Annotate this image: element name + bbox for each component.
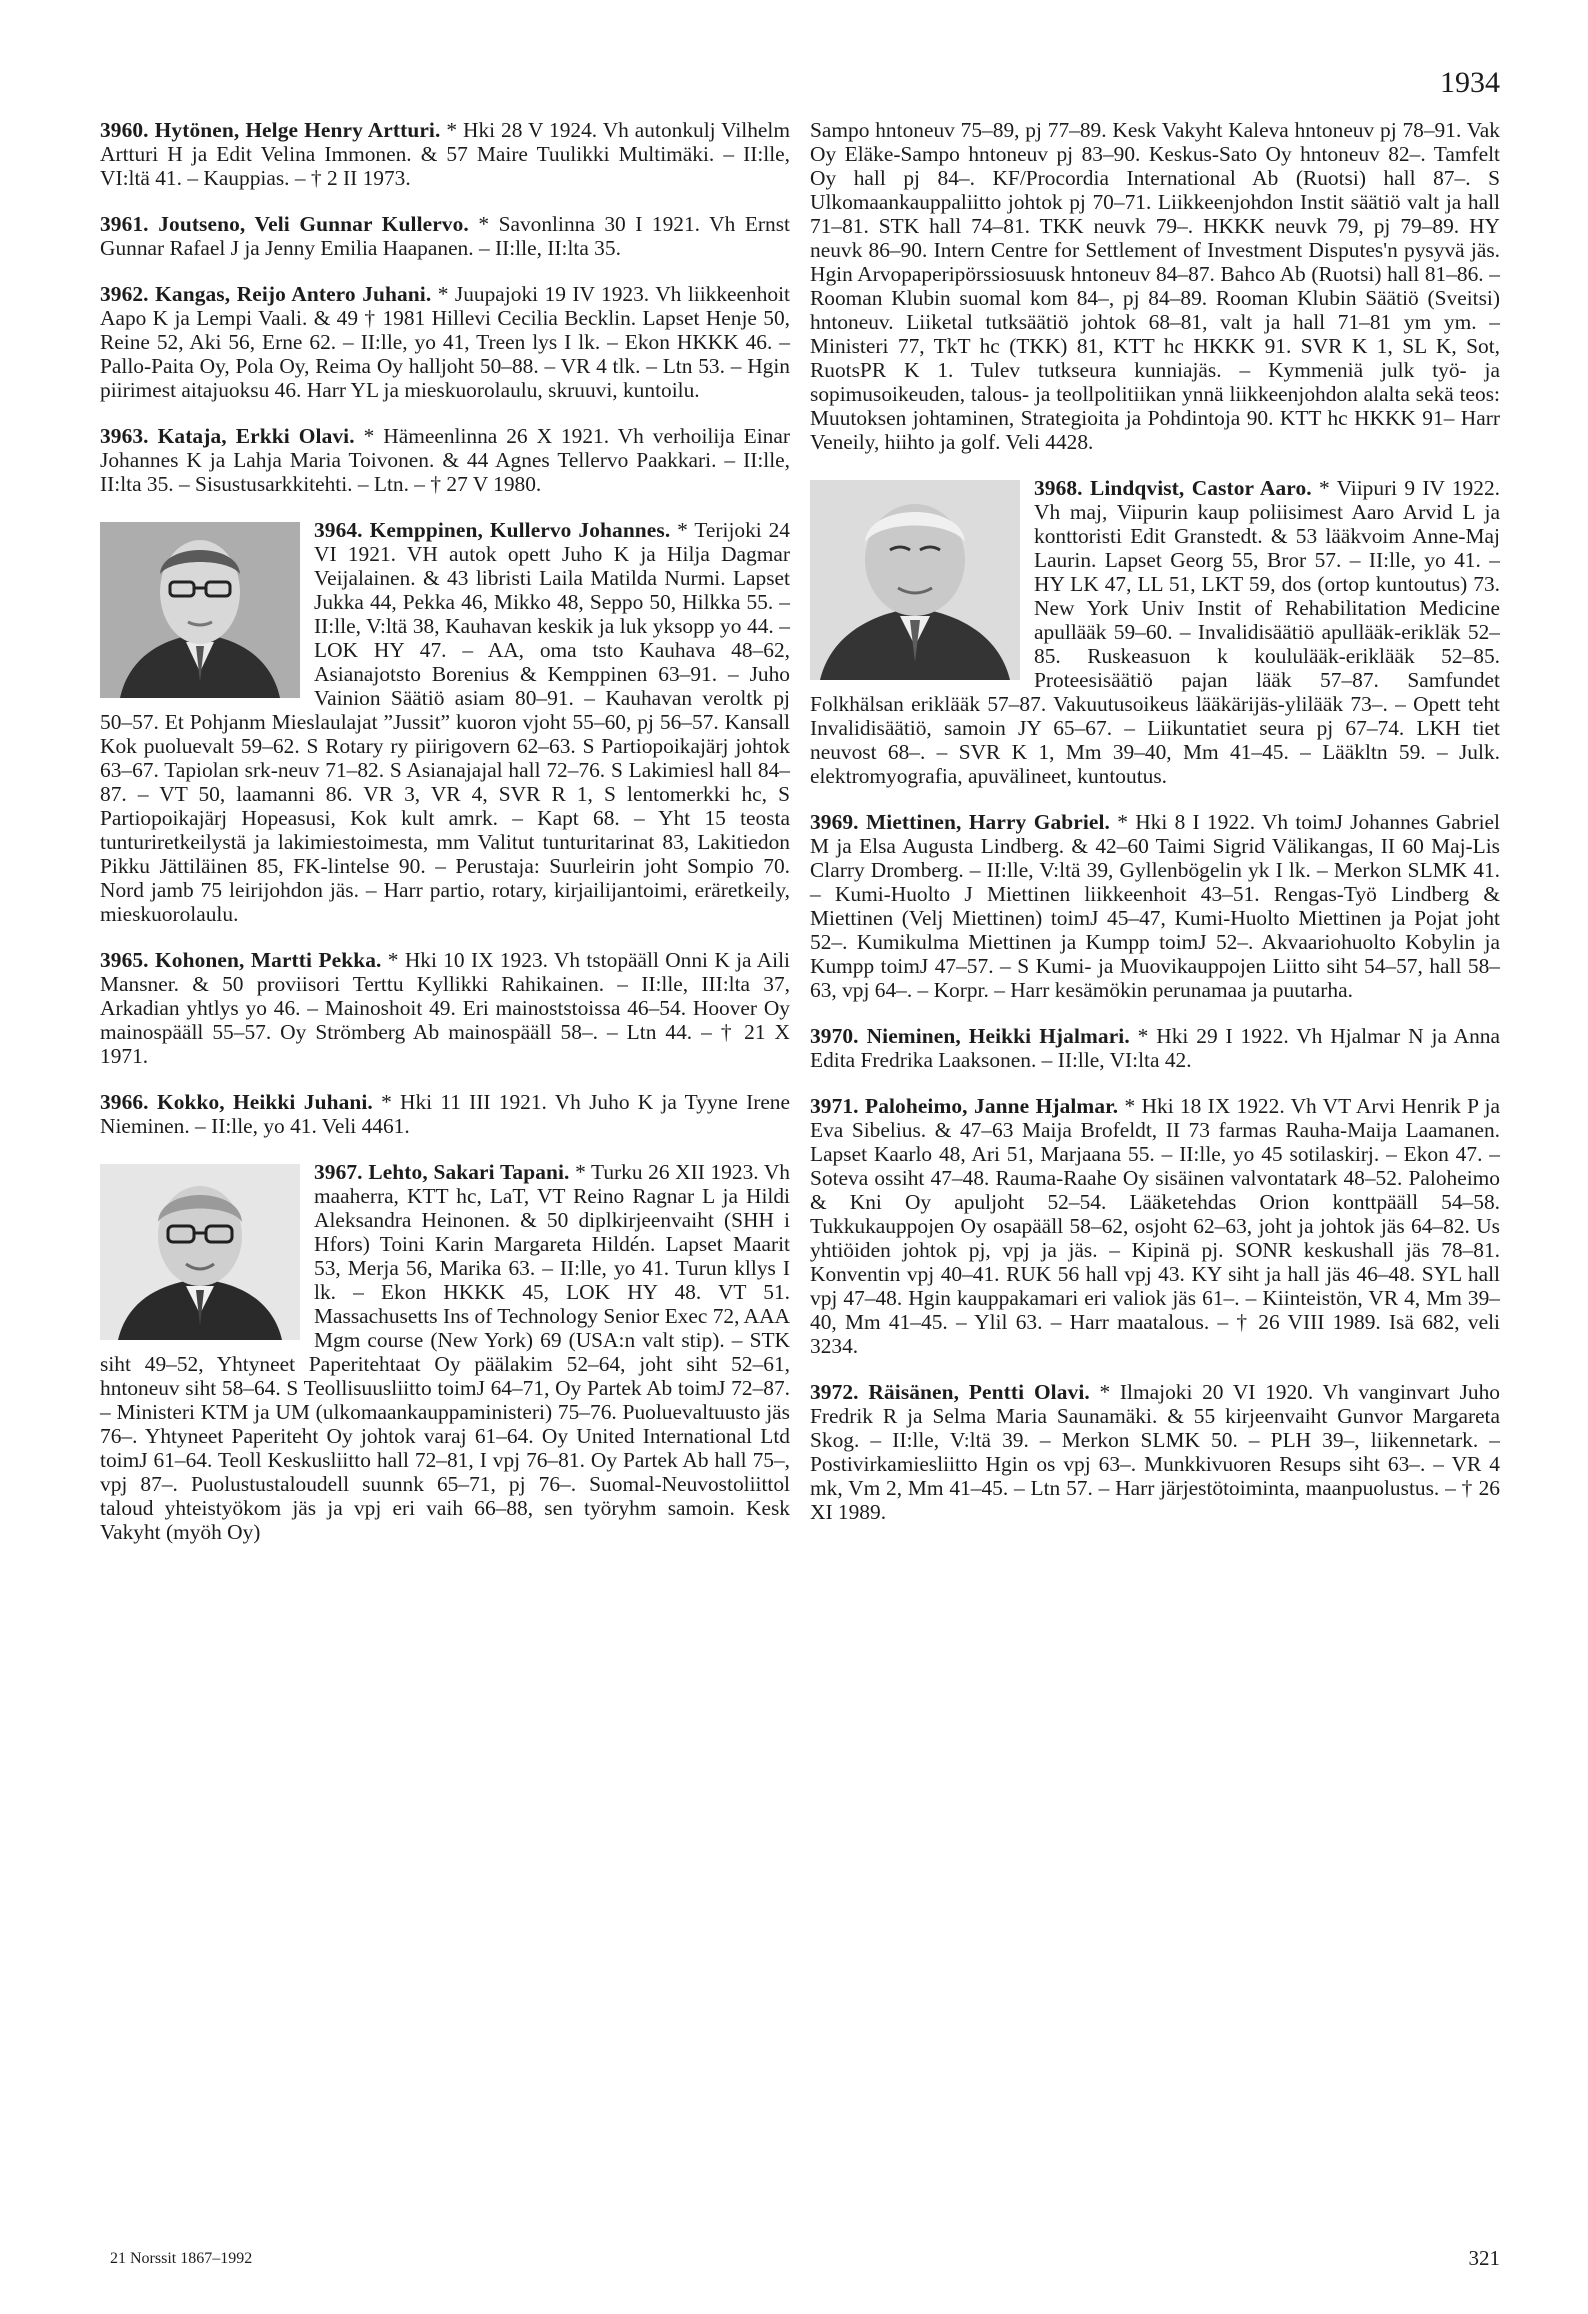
entry-3969 <box>810 810 1500 1002</box>
entry-3962 <box>100 282 790 402</box>
entry-heading: 3961. Joutseno, Veli Gunnar Kullervo. <box>100 212 469 236</box>
entry-text: * Juupajoki 19 IV 1923. Vh liikkeenhoit Aapo K ja Lempi Vaali. & 49 † 1981 Hillevi Cecilia Becklin. Lapset Henje 50, Reine 52, Aki 56, Erne 62. – II:lle, yo 41, Treen lys I lk. – Ekon HKKK 46. – Pallo-Paita Oy, Pola Oy, Reima Oy halljoht 50–88. – VR 4 tlk. – Ltn 53. – Hgin piirimest aitajuoksu 46. Harr YL ja mieskuorolaulu, skruuvi, kuntoilu. <box>100 282 790 402</box>
entry-text: * Turku 26 XII 1923. Vh maaherra, KTT hc, LaT, VT Reino Ragnar L ja Hildi Aleksandra Heinonen. & 50 diplkirjeenvaiht (SHH i Hfors) Toini Karin Margareta Hildén. Lapset Maarit 53, Merja 56, Marika 63. – II:lle, yo 41. Turun kllys I lk. – Ekon HKKK 45, LOK HY 48. VT 51. Massachusetts Ins of Technology Senior Exec 72, AAA Mgm course (New York) 69 (USA:n valt stip). – STK siht 49–52, Yhtyneet Paperitehtaat Oy päälakim 52–64, joht siht 52–61, hntoneuv siht 58–64. S Teollisuusliitto toimJ 64–71, Oy Partek Ab toimJ 72–87. – Ministeri KTM ja UM (ulkomaankauppaministeri) 75–76. Puoluevaltuusto jäs 76–. Yhtyneet Paperiteht Oy johtok varaj 61–64. Oy United International Ltd toimJ 61–64. Teoll Keskusliitto hall 72–81, I vpj 76–81. Oy Partek Ab hall 75–, vpj 87–. Puolustustaloudell suunnk 65–71, pj 76–. Suomal-Neuvostoliittol taloud yhteistyökom jäs ja vpj eri vaih 66–88, sen työryhm samoin. Kesk Vakyht (myöh Oy) <box>100 1160 790 1544</box>
entry-heading: 3966. Kokko, Heikki Juhani. <box>100 1090 373 1114</box>
entry-3964 <box>100 518 790 926</box>
entry-text: * Hämeenlinna 26 X 1921. Vh verhoilija Einar Johannes K ja Lahja Maria Toivonen. & 44 Agnes Tellervo Paakkari. – II:lle, II:lta 35. – Sisustusarkkitehti. – Ltn. – † 27 V 1980. <box>100 424 790 496</box>
entry-3960 <box>100 118 790 190</box>
entry-text: Sampo hntoneuv 75–89, pj 77–89. Kesk Vakyht Kaleva hntoneuv pj 78–91. Vak Oy Eläke-Sampo hntoneuv pj 83–90. Keskus-Sato Oy hntoneuv 82–. Tamfelt Oy hall pj 84–. KF/Procordia International Ab (Ruotsi) hall 87–. S Ulkomaankauppaliitto johtok pj 70–71. Liikkeenjohdon Instit säätiö valt ja hall 71–81. STK hall 74–81. TKK neuvk 79–. HKKK neuvk 79, pj 79–89. HY neuvk 86–90. Intern Centre for Settlement of Investment Disputes'n pysyvä jäs. Hgin Arvopaperipörssiosuusk hntoneuv 84–87. Bahco Ab (Ruotsi) hall 81–86. – Rooman Klubin suomal kom 84–, pj 84–89. Rooman Klubin Säätiö (Sveitsi) hntoneuv. Liiketal tutksäätiö johtok 68–81, valt ja hall 71–81 ym ym. – Ministeri 77, TkT hc (TKK) 81, KTT hc HKKK 91. SVR K 1, SL K, Sot, RuotsPR K 1. Tulev tutkseura kunniajäs. – Kymmeniä julk työ- ja sopimusoikeuden, talous- ja teollpolitiikan ynnä liikkeenjohdon alalta sekä teos: Muutoksen johtaminen, Strategioita ja Pohdintoja 90. KTT hc HKKK 91– Harr Veneily, hiihto ja golf. Veli 4428. <box>810 118 1500 454</box>
portrait-photo-image <box>810 480 1020 680</box>
entry-text: * Ilmajoki 20 VI 1920. Vh vanginvart Juho Fredrik R ja Selma Maria Saunamäki. & 55 kirjeenvaiht Gunvor Margareta Skog. – II:lle, V:ltä 39. – Merkon SLMK 50. – PLH 39–, liikennetark. – Postivirkamiesliitto Hgin os vpj 63–. Munkkivuoren Resups siht 63–. – VR 4 mk, Vm 2, Mm 41–45. – Ltn 57. – Harr järjestötoiminta, maanpuolustus. – † 26 XI 1989. <box>810 1380 1500 1524</box>
entry-3963 <box>100 424 790 496</box>
entry-heading: 3963. Kataja, Erkki Olavi. <box>100 424 355 448</box>
entry-3961 <box>100 212 790 260</box>
left-column <box>100 118 790 1566</box>
entry-heading: 3970. Nieminen, Heikki Hjalmari. <box>810 1024 1130 1048</box>
entry-heading: 3964. Kemppinen, Kullervo Johannes. <box>314 518 671 542</box>
page-footer-note: 21 Norssit 1867–1992 <box>110 2250 253 2267</box>
entry-text: * Hki 10 IX 1923. Vh tstopääll Onni K ja Aili Mansner. & 50 proviisori Terttu Kyllikki Rahikainen. – II:lle, III:lta 37, Arkadian yhtlys yo 46. – Mainoshoit 49. Eri mainoststoissa 46–54. Hoover Oy mainospääll 55–57. Oy Strömberg Ab mainospääll 58–. – Ltn 44. – † 21 X 1971. <box>100 948 790 1068</box>
right-column <box>810 118 1500 1546</box>
entry-heading: 3972. Räisänen, Pentti Olavi. <box>810 1380 1090 1404</box>
entry-3965 <box>100 948 790 1068</box>
entry-3972 <box>810 1380 1500 1524</box>
entry-text: * Hki 8 I 1922. Vh toimJ Johannes Gabriel M ja Elsa Augusta Lindberg. & 42–60 Taimi Sigrid Välikangas, II 60 Maj-Lis Clarry Dromberg. – II:lle, V:ltä 39, Gyllenbögelin yk I lk. – Merkon SLMK 41. – Kumi-Huolto J Miettinen liikkeenhoit 43–51. Rengas-Työ Lindberg & Miettinen (Velj Miettinen) toimJ 45–47, Kumi-Huolto Miettinen ja Pojat joht 52–. Kumikulma Miettinen ja Kumpp toimJ 52–. Akvaariohuolto Kobylin ja Kumpp toimJ 47–57. – S Kumi- ja Muovikauppojen Liitto siht 54–57, hall 58–63, vpj 64–. – Korpr. – Harr kesämökin perunamaa ja puutarha. <box>810 810 1500 1002</box>
entry-heading: 3969. Miettinen, Harry Gabriel. <box>810 810 1110 834</box>
entry-heading: 3965. Kohonen, Martti Pekka. <box>100 948 382 972</box>
entry-text: * Savonlinna 30 I 1921. Vh Ernst Gunnar Rafael J ja Jenny Emilia Haapanen. – II:lle, II:lta 35. <box>100 212 790 260</box>
portrait-photo-image <box>100 1164 300 1340</box>
entry-text: * Hki 29 I 1922. Vh Hjalmar N ja Anna Edita Fredrika Laaksonen. – II:lle, VI:lta 42. <box>810 1024 1500 1072</box>
portrait-photo <box>100 522 300 698</box>
entry-text: * Hki 18 IX 1922. Vh VT Arvi Henrik P ja Eva Sibelius. & 47–63 Maija Brofeldt, II 73 farmas Rauha-Maija Laamanen. Lapset Kaarlo 48, Ari 51, Marjaana 55. – II:lle, yo 45 sotilaskirj. – Ekon 47. – Soteva ossiht 47–48. Rauma-Raahe Oy sisäinen valvontatark 48–52. Paloheimo & Kni Oy apuljoht 52–54. Lääketehdas Orion konttpääll 54–58. Tukkukauppojen Oy osapääll 58–62, osjoht 62–63, joht ja johtok jäs 64–82. Us yhtiöiden johtok pj, vpj ja jäs. – Kipinä pj. SONR keskushall jäs 78–81. Konventin vpj 40–41. RUK 56 hall vpj 43. KY siht ja hall jäs 46–48. SYL hall vpj 47–48. Hgin kauppakamari eri valiok jäs 61–. – Kiinteistön, VR 4, Mm 39–40, Mm 41–45. – Ylil 63. – Harr maatalous. – † 26 VIII 1989. Isä 682, veli 3234. <box>810 1094 1500 1358</box>
portrait-photo-image <box>100 522 300 698</box>
entry-heading: 3968. Lindqvist, Castor Aaro. <box>1034 476 1312 500</box>
entry-heading: 3971. Paloheimo, Janne Hjalmar. <box>810 1094 1119 1118</box>
entry-heading: 3960. Hytönen, Helge Henry Artturi. <box>100 118 441 142</box>
entry-3968 <box>810 476 1500 788</box>
page-year: 1934 <box>1440 66 1500 99</box>
page-number: 321 <box>1468 2246 1500 2270</box>
entry-3970 <box>810 1024 1500 1072</box>
entry-text: * Hki 28 V 1924. Vh autonkulj Vilhelm Artturi H ja Edit Velina Immonen. & 57 Maire Tuulikki Multimäki. – II:lle, VI:ltä 41. – Kauppias. – † 2 II 1973. <box>100 118 790 190</box>
portrait-photo <box>100 1164 300 1340</box>
entry-text: * Terijoki 24 VI 1921. VH autok opett Juho K ja Hilja Dagmar Veijalainen. & 43 libristi Laila Matilda Nurmi. Lapset Jukka 44, Pekka 46, Mikko 48, Seppo 50, Hilkka 55. – II:lle, V:ltä 38, Kauhavan keskik ja luk yksopp yo 44. – LOK HY 47. – AA, oma tsto Kauhava 48–62, Asianajotsto Borenius & Kemppinen 63–91. – Juho Vainion Säätiö asiam 80–91. – Kauhavan veroltk pj 50–57. Et Pohjanm Mieslaulajat ”Jussit” kuoron vjoht 55–60, pj 56–57. Kansall Kok puoluevalt 59–62. S Rotary ry piirigovern 62–63. S Partiopoikajärj johtok 63–67. Tapiolan srk-neuv 71–82. S Asianajajal hall 72–76. S Lakimiesl hall 84–87. – VT 50, laamanni 86. VR 3, VR 4, SVR R 1, S lentomerkki hc, S Partiopoikajärj Hopeasusi, Kok kult amrk. – Kapt 68. – Yht 15 teosta tunturiretkeilystä ja lakimiestoimesta, mm Valitut tunturitarinat 83, Lakitiedon Pikku Jättiläinen 85, FK-lintelse 90. – Perustaja: Suurleirin joht Sompio 70. Nord jamb 75 leirijohdon jäs. – Harr partio, rotary, kirjailijantoimi, eräretkeily, mieskuorolaulu. <box>100 518 790 926</box>
entry-3966 <box>100 1090 790 1138</box>
entry-3967 <box>100 1160 790 1544</box>
entry-3967-continued <box>810 118 1500 454</box>
entry-text: * Hki 11 III 1921. Vh Juho K ja Tyyne Irene Nieminen. – II:lle, yo 41. Veli 4461. <box>100 1090 790 1138</box>
entry-heading: 3967. Lehto, Sakari Tapani. <box>314 1160 570 1184</box>
entry-text: * Viipuri 9 IV 1922. Vh maj, Viipurin kaup poliisimest Aaro Arvid L ja konttoristi Edit Granstedt. & 53 lääkvoim Anne-Maj Laurin. Lapset Georg 55, Bror 57. – II:lle, yo 41. – HY LK 47, LL 51, LKT 59, dos (ortop kuntoutus) 73. New York Univ Instit of Rehabilitation Medicine apullääk 59–60. – Invalidisäätiö apullääk-erikläk 52–85. Ruskeasuon k koululääk-eriklääk 52–85. Proteesisäätiö pajan lääk 57–87. Samfundet Folkhälsan eriklääk 57–87. Vakuutusoikeus lääkärijäs-ylilääk 73–. – Opett teht Invalidisäätiö, samoin JY 65–67. – Liikuntatiet seura pj 67–74. LKH tiet neuvost 68–. – SVR K 1, Mm 39–40, Mm 41–45. – Lääkltn 59. – Julk. elektromyografia, apuvälineet, kuntoutus. <box>810 476 1500 788</box>
entry-heading: 3962. Kangas, Reijo Antero Juhani. <box>100 282 432 306</box>
portrait-photo <box>810 480 1020 680</box>
entry-3971 <box>810 1094 1500 1358</box>
